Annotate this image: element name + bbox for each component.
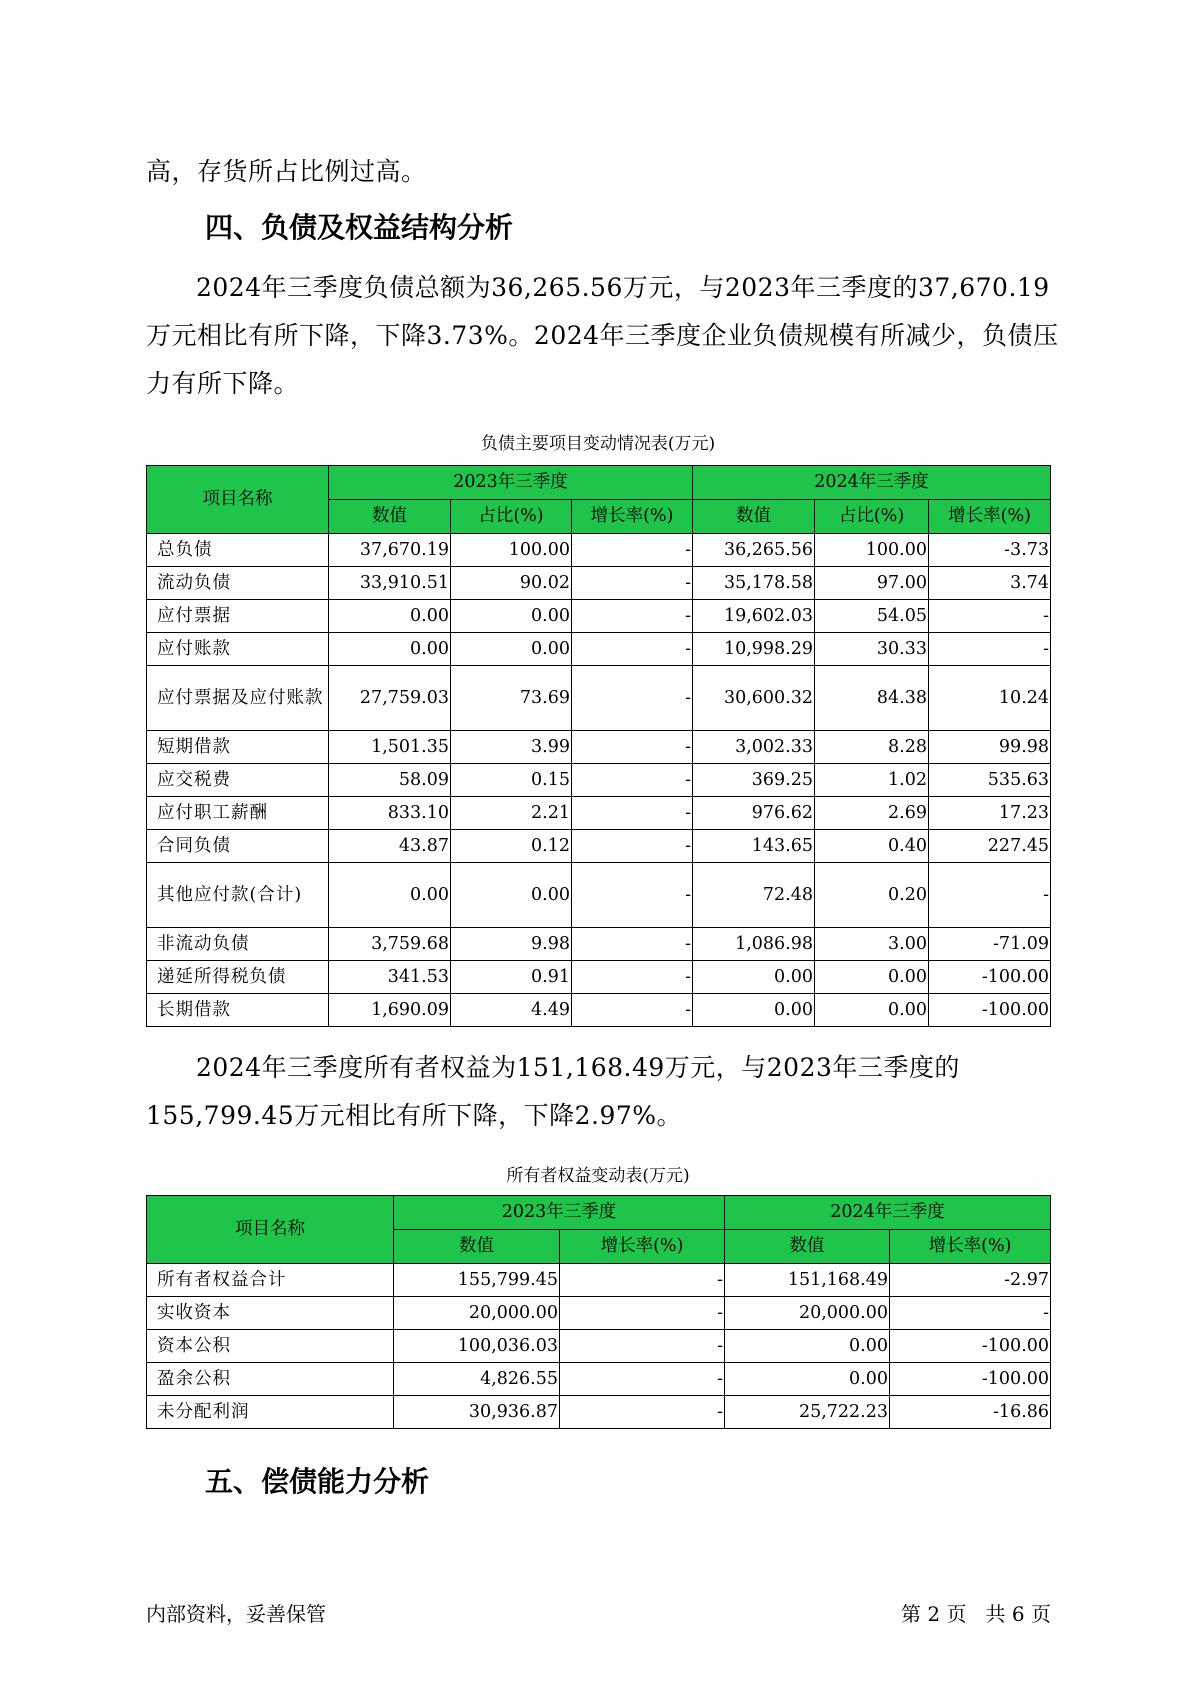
cell-s24: 2.69 <box>815 797 929 830</box>
cell-g24: -100.00 <box>890 1330 1051 1363</box>
cell-g23: - <box>572 863 693 928</box>
cell-v24: 143.65 <box>693 830 815 863</box>
cell-v23: 3,759.68 <box>329 928 451 961</box>
cell-v23: 58.09 <box>329 764 451 797</box>
cell-g24: 227.45 <box>929 830 1051 863</box>
cell-v23: 833.10 <box>329 797 451 830</box>
header-value-2023: 数值 <box>329 500 451 534</box>
intro-line: 高，存货所占比例过高。 <box>146 157 427 186</box>
table-row <box>147 764 1051 797</box>
cell-g24: -100.00 <box>929 961 1051 994</box>
cell-s23: 100.00 <box>451 534 572 567</box>
cell-g23: - <box>572 928 693 961</box>
row-label: 非流动负债 <box>147 928 329 961</box>
cell-v24: 0.00 <box>725 1363 890 1396</box>
cell-v24: 0.00 <box>693 961 815 994</box>
cell-v24: 151,168.49 <box>725 1264 890 1297</box>
row-label: 流动负债 <box>147 567 329 600</box>
cell-v23: 155,799.45 <box>394 1264 560 1297</box>
cell-v23: 341.53 <box>329 961 451 994</box>
row-label: 短期借款 <box>147 731 329 764</box>
header-growth-2024: 增长率(%) <box>929 500 1051 534</box>
cell-v24: 35,178.58 <box>693 567 815 600</box>
cell-v24: 369.25 <box>693 764 815 797</box>
cell-v24: 20,000.00 <box>725 1297 890 1330</box>
cell-g23: - <box>572 633 693 666</box>
row-label: 其他应付款(合计) <box>147 863 329 928</box>
cell-g23: - <box>572 534 693 567</box>
cell-g24: 17.23 <box>929 797 1051 830</box>
cell-s24: 0.00 <box>815 961 929 994</box>
header-growth-2023: 增长率(%) <box>572 500 693 534</box>
cell-g23: - <box>560 1297 725 1330</box>
table-row <box>147 1396 1051 1429</box>
row-label: 盈余公积 <box>147 1363 394 1396</box>
table-row <box>147 797 1051 830</box>
cell-s23: 0.91 <box>451 961 572 994</box>
cell-g24: 10.24 <box>929 666 1051 731</box>
cell-g23: - <box>560 1396 725 1429</box>
cell-s24: 100.00 <box>815 534 929 567</box>
section-heading-solvency: 五、偿债能力分析 <box>205 1465 430 1498</box>
equity-table <box>146 1195 1051 1429</box>
cell-s23: 90.02 <box>451 567 572 600</box>
cell-v23: 20,000.00 <box>394 1297 560 1330</box>
table-row <box>147 666 1051 731</box>
table-row <box>147 534 1051 567</box>
cell-s23: 0.00 <box>451 863 572 928</box>
cell-g23: - <box>560 1363 725 1396</box>
table-row <box>147 600 1051 633</box>
cell-s24: 30.33 <box>815 633 929 666</box>
row-label: 未分配利润 <box>147 1396 394 1429</box>
cell-s23: 2.21 <box>451 797 572 830</box>
cell-g23: - <box>572 731 693 764</box>
header-period-2023: 2023年三季度 <box>329 466 693 500</box>
cell-s24: 54.05 <box>815 600 929 633</box>
cell-v24: 30,600.32 <box>693 666 815 731</box>
cell-g24: - <box>929 600 1051 633</box>
cell-g24: - <box>929 863 1051 928</box>
cell-v23: 0.00 <box>329 633 451 666</box>
cell-v24: 0.00 <box>725 1330 890 1363</box>
cell-v23: 1,690.09 <box>329 994 451 1027</box>
cell-v23: 33,910.51 <box>329 567 451 600</box>
cell-g24: -71.09 <box>929 928 1051 961</box>
table-row <box>147 1264 1051 1297</box>
table-row <box>147 928 1051 961</box>
cell-s24: 0.20 <box>815 863 929 928</box>
cell-s23: 0.12 <box>451 830 572 863</box>
cell-g23: - <box>572 961 693 994</box>
cell-s23: 4.49 <box>451 994 572 1027</box>
cell-g23: - <box>572 994 693 1027</box>
cell-v24: 976.62 <box>693 797 815 830</box>
cell-v23: 0.00 <box>329 863 451 928</box>
cell-s23: 0.00 <box>451 633 572 666</box>
cell-g23: - <box>572 797 693 830</box>
row-label: 长期借款 <box>147 994 329 1027</box>
cell-g24: -3.73 <box>929 534 1051 567</box>
cell-s23: 3.99 <box>451 731 572 764</box>
row-label: 应付职工薪酬 <box>147 797 329 830</box>
cell-v23: 27,759.03 <box>329 666 451 731</box>
cell-s24: 3.00 <box>815 928 929 961</box>
cell-s23: 0.00 <box>451 600 572 633</box>
cell-g24: - <box>929 633 1051 666</box>
cell-g24: -2.97 <box>890 1264 1051 1297</box>
cell-g23: - <box>572 600 693 633</box>
header-value-2024: 数值 <box>725 1230 890 1264</box>
cell-s23: 73.69 <box>451 666 572 731</box>
header-growth-2024: 增长率(%) <box>890 1230 1051 1264</box>
table-row <box>147 731 1051 764</box>
table-row <box>147 863 1051 928</box>
cell-v23: 4,826.55 <box>394 1363 560 1396</box>
cell-v24: 3,002.33 <box>693 731 815 764</box>
row-label: 资本公积 <box>147 1330 394 1363</box>
cell-g23: - <box>572 567 693 600</box>
cell-v24: 25,722.23 <box>725 1396 890 1429</box>
equity-summary-paragraph: 2024年三季度所有者权益为151,168.49万元，与2023年三季度的155,799.45万元相比有所下降，下降2.97%。 <box>146 1053 960 1130</box>
header-period-2023: 2023年三季度 <box>394 1196 725 1230</box>
cell-g23: - <box>572 764 693 797</box>
table-row <box>147 830 1051 863</box>
cell-v24: 10,998.29 <box>693 633 815 666</box>
table-row <box>147 567 1051 600</box>
cell-v23: 0.00 <box>329 600 451 633</box>
cell-s24: 8.28 <box>815 731 929 764</box>
cell-g24: 99.98 <box>929 731 1051 764</box>
debt-summary-paragraph: 2024年三季度负债总额为36,265.56万元，与2023年三季度的37,670.19万元相比有所下降，下降3.73%。2024年三季度企业负债规模有所减少，负债压力有所下降。 <box>146 273 1059 398</box>
row-label: 实收资本 <box>147 1297 394 1330</box>
cell-g23: - <box>572 666 693 731</box>
row-label: 递延所得税负债 <box>147 961 329 994</box>
cell-v24: 72.48 <box>693 863 815 928</box>
cell-s24: 97.00 <box>815 567 929 600</box>
row-label: 应付票据及应付账款 <box>147 666 329 731</box>
cell-v23: 43.87 <box>329 830 451 863</box>
cell-v24: 19,602.03 <box>693 600 815 633</box>
cell-g24: 535.63 <box>929 764 1051 797</box>
table-row <box>147 1297 1051 1330</box>
debt-table <box>146 465 1051 1027</box>
cell-v24: 36,265.56 <box>693 534 815 567</box>
cell-s24: 0.40 <box>815 830 929 863</box>
cell-v23: 100,036.03 <box>394 1330 560 1363</box>
cell-g24: 3.74 <box>929 567 1051 600</box>
header-period-2024: 2024年三季度 <box>693 466 1051 500</box>
cell-v23: 1,501.35 <box>329 731 451 764</box>
debt-table-caption: 负债主要项目变动情况表(万元) <box>480 434 716 454</box>
cell-g24: -16.86 <box>890 1396 1051 1429</box>
cell-v24: 0.00 <box>693 994 815 1027</box>
cell-g23: - <box>560 1330 725 1363</box>
cell-g23: - <box>572 830 693 863</box>
equity-table-caption: 所有者权益变动表(万元) <box>506 1166 690 1186</box>
cell-v24: 1,086.98 <box>693 928 815 961</box>
cell-s24: 84.38 <box>815 666 929 731</box>
table-row <box>147 994 1051 1027</box>
cell-s23: 9.98 <box>451 928 572 961</box>
row-label: 总负债 <box>147 534 329 567</box>
row-label: 应付账款 <box>147 633 329 666</box>
cell-v23: 30,936.87 <box>394 1396 560 1429</box>
header-item-name: 项目名称 <box>147 466 329 534</box>
cell-v23: 37,670.19 <box>329 534 451 567</box>
cell-s23: 0.15 <box>451 764 572 797</box>
table-row <box>147 1330 1051 1363</box>
cell-g24: -100.00 <box>929 994 1051 1027</box>
table-row <box>147 961 1051 994</box>
cell-s24: 1.02 <box>815 764 929 797</box>
header-period-2024: 2024年三季度 <box>725 1196 1051 1230</box>
cell-g24: - <box>890 1297 1051 1330</box>
cell-s24: 0.00 <box>815 994 929 1027</box>
row-label: 所有者权益合计 <box>147 1264 394 1297</box>
row-label: 合同负债 <box>147 830 329 863</box>
table-row <box>147 1363 1051 1396</box>
header-item-name: 项目名称 <box>147 1196 394 1264</box>
header-value-2024: 数值 <box>693 500 815 534</box>
row-label: 应付票据 <box>147 600 329 633</box>
table-row <box>147 633 1051 666</box>
row-label: 应交税费 <box>147 764 329 797</box>
section-heading-debt-equity: 四、负债及权益结构分析 <box>205 211 514 244</box>
footer-confidential-note: 内部资料，妥善保管 <box>146 1602 326 1626</box>
cell-g24: -100.00 <box>890 1363 1051 1396</box>
header-share-2024: 占比(%) <box>815 500 929 534</box>
header-value-2023: 数值 <box>394 1230 560 1264</box>
header-share-2023: 占比(%) <box>451 500 572 534</box>
cell-g23: - <box>560 1264 725 1297</box>
footer-page-number: 第 2 页 共 6 页 <box>901 1602 1051 1626</box>
header-growth-2023: 增长率(%) <box>560 1230 725 1264</box>
